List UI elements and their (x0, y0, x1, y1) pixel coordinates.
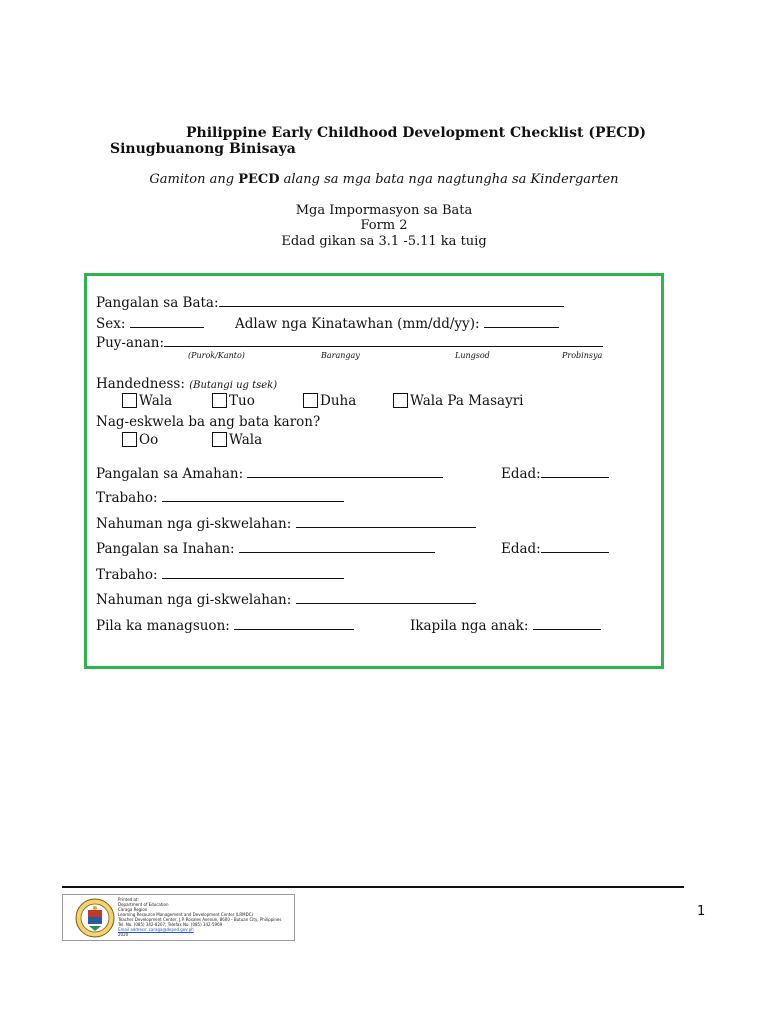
handedness-option-duha[interactable] (303, 393, 356, 409)
option-label: Oo (139, 432, 159, 448)
mother-education-field[interactable] (296, 591, 476, 604)
sex-field[interactable] (130, 315, 204, 328)
option-label: Wala (229, 432, 263, 448)
language-subtitle: Sinugbuanong Binisaya (110, 141, 296, 157)
address-part-barangay: Barangay (321, 351, 360, 360)
schooling-option-wala[interactable] (212, 432, 262, 448)
age-range: Edad gikan sa 3.1 -5.11 ka tuig (281, 234, 487, 249)
footer-divider (62, 886, 684, 888)
footer-line: Tel. No. (085) 342-8207; Telefax No. (085) 342-5969 (118, 922, 223, 927)
mother-age-field[interactable] (541, 540, 609, 553)
section-title: Mga Impormasyon sa Bata (295, 203, 473, 218)
footer-line: Printed at: (118, 897, 139, 902)
handedness-option-wala[interactable] (122, 393, 172, 409)
handedness-row (96, 376, 277, 392)
mother-education-row (96, 591, 476, 608)
page-number: 1 (697, 904, 706, 919)
handedness-option-wala-pa-masayri[interactable] (393, 393, 523, 409)
handedness-label: Handedness: (96, 376, 185, 392)
sex-birthdate-row (96, 315, 204, 332)
option-label: Duha (320, 393, 357, 409)
intro-text (0, 172, 768, 187)
father-age-label: Edad: (501, 466, 541, 482)
schooling-question: Nag-eskwela ba ang bata karon? (96, 414, 321, 430)
footer-email-link[interactable]: Email address: caraga@deped.gov.ph (118, 927, 194, 932)
father-name-field[interactable] (247, 465, 443, 478)
child-name-row (96, 294, 564, 311)
checkbox[interactable] (212, 432, 227, 447)
address-part-lungsod: Lungsod (455, 351, 490, 360)
address-part-probinsya: Probinsya (562, 351, 603, 360)
mother-occupation-row (96, 566, 344, 583)
birthdate-row (235, 315, 559, 332)
intro-pre: Gamiton ang (149, 172, 239, 187)
address-field[interactable] (164, 334, 603, 347)
father-name-row (96, 465, 443, 482)
mother-education-label: Nahuman nga gi-skwelahan: (96, 592, 292, 608)
birth-order-row (410, 617, 601, 634)
mother-occupation-label: Trabaho: (96, 567, 158, 583)
siblings-row (96, 617, 354, 634)
mother-name-label: Pangalan sa Inahan: (96, 541, 235, 557)
birth-order-field[interactable] (533, 617, 601, 630)
footer-line: Caraga Region (118, 907, 148, 912)
siblings-field[interactable] (234, 617, 354, 630)
father-occupation-field[interactable] (162, 489, 344, 502)
father-age-row (501, 465, 609, 482)
father-education-label: Nahuman nga gi-skwelahan: (96, 516, 292, 532)
address-row (96, 334, 603, 351)
handedness-note: (Butangi ug tsek) (189, 380, 278, 391)
checkbox[interactable] (303, 393, 318, 408)
child-info-form (84, 273, 664, 669)
checkbox[interactable] (393, 393, 408, 408)
intro-post: alang sa mga bata nga nagtungha sa Kindergarten (279, 172, 619, 187)
option-label: Wala (139, 393, 173, 409)
footer-text (118, 897, 281, 937)
checkbox[interactable] (212, 393, 227, 408)
option-label: Tuo (229, 393, 255, 409)
mother-name-row (96, 540, 435, 557)
intro-bold: PECD (238, 172, 280, 187)
mother-age-row (501, 540, 609, 557)
father-occupation-row (96, 489, 344, 506)
footer-line: Teacher Development Center, J.P. Rosales Avenue, 8600 - Butuan City, Philippines (118, 917, 282, 922)
checkbox[interactable] (122, 432, 137, 447)
option-label: Wala Pa Masayri (410, 393, 524, 409)
address-part-purok: (Purok/Kanto) (188, 351, 245, 360)
mother-name-field[interactable] (239, 540, 435, 553)
child-name-label: Pangalan sa Bata: (96, 295, 219, 311)
sex-label: Sex: (96, 316, 126, 332)
father-name-label: Pangalan sa Amahan: (96, 466, 244, 482)
birth-order-label: Ikapila nga anak: (410, 618, 529, 634)
footer-line: Learning Resource Management and Development Center (LRMDC) (118, 912, 254, 917)
footer-printer-info (62, 894, 295, 941)
father-age-field[interactable] (541, 465, 609, 478)
siblings-label: Pila ka managsuon: (96, 618, 230, 634)
birthdate-field[interactable] (484, 315, 559, 328)
deped-seal-icon (75, 898, 115, 938)
checkbox[interactable] (122, 393, 137, 408)
mother-age-label: Edad: (501, 541, 541, 557)
address-label: Puy-anan: (96, 335, 165, 351)
child-name-field[interactable] (219, 294, 564, 307)
footer-line: Department of Education (118, 902, 169, 907)
schooling-option-oo[interactable] (122, 432, 158, 448)
form-number: Form 2 (360, 218, 408, 233)
handedness-option-tuo[interactable] (212, 393, 255, 409)
father-occupation-label: Trabaho: (96, 490, 158, 506)
father-education-field[interactable] (296, 515, 476, 528)
birthdate-label: Adlaw nga Kinatawhan (mm/dd/yy): (235, 316, 480, 332)
father-education-row (96, 515, 476, 532)
mother-occupation-field[interactable] (162, 566, 344, 579)
footer-line: 2020 (118, 932, 129, 937)
document-title: Philippine Early Childhood Development Checklist (PECD) (186, 125, 647, 141)
